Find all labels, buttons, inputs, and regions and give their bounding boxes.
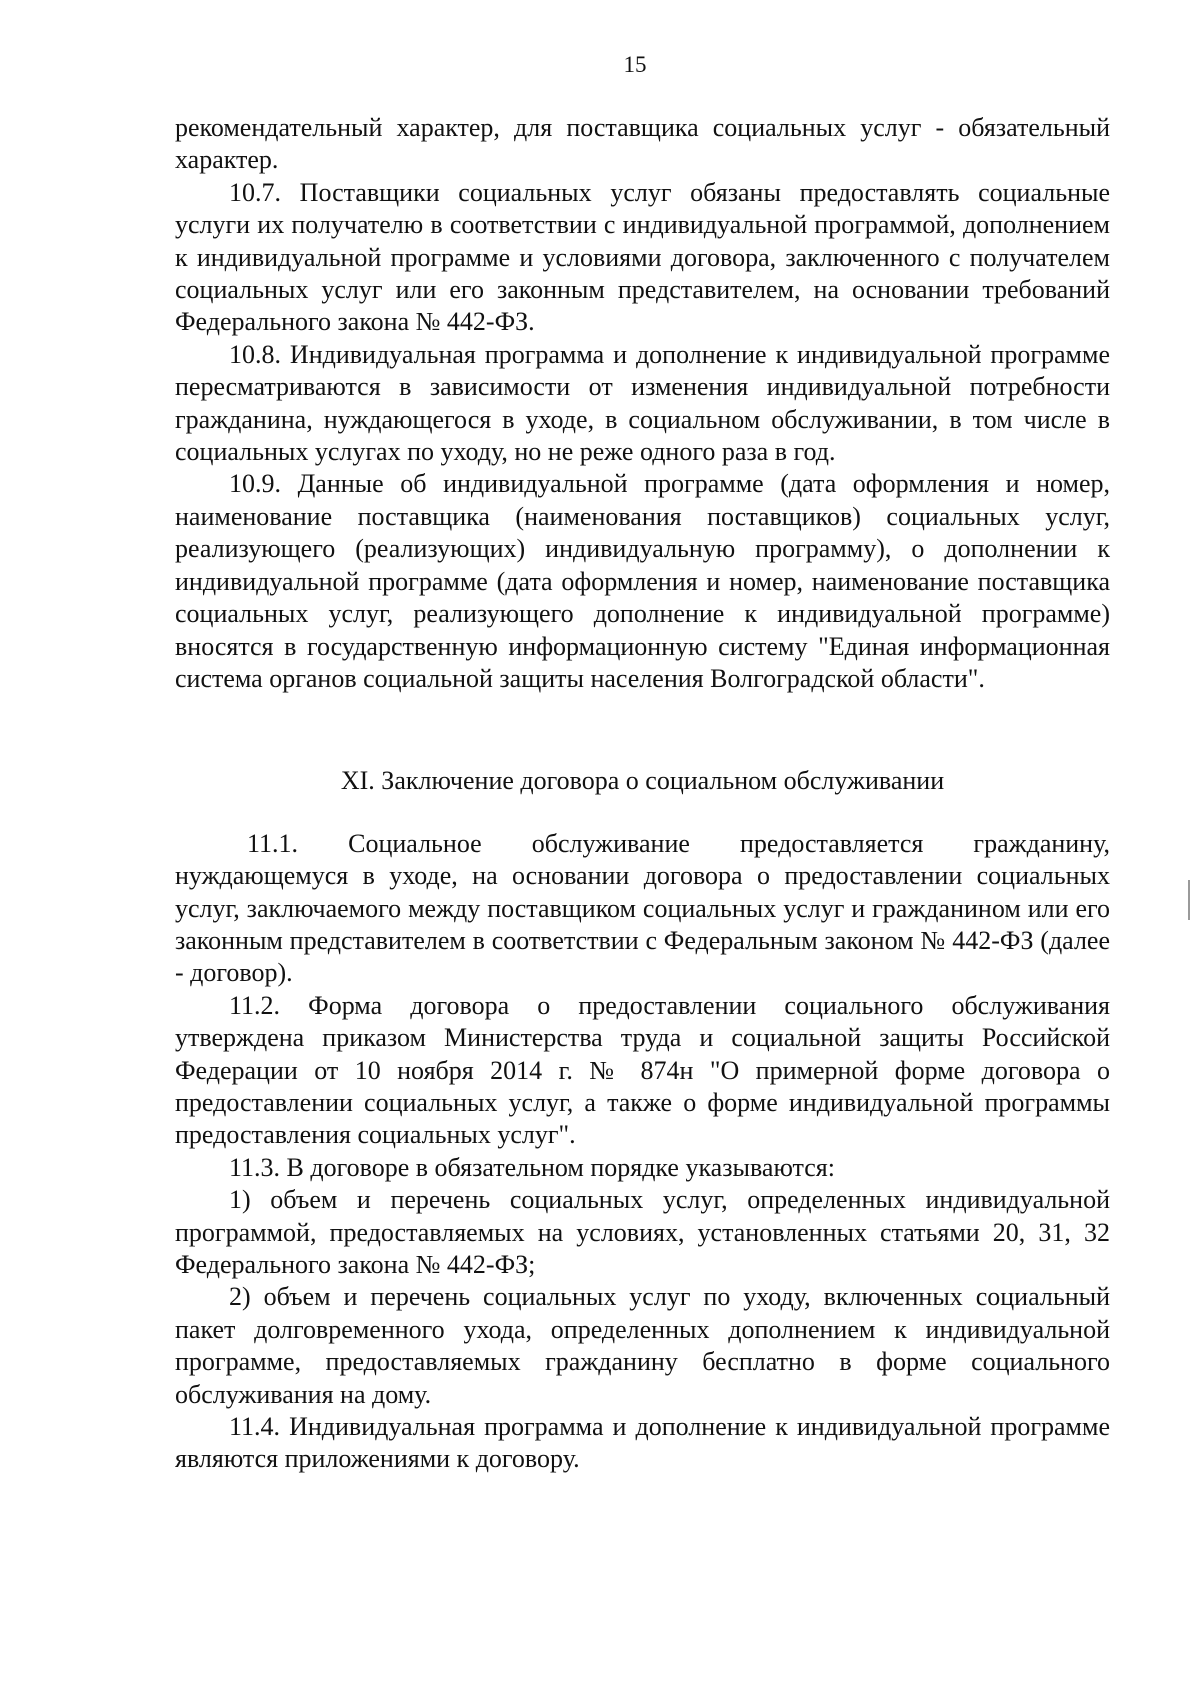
scan-edge-mark [1188,880,1190,920]
paragraph-10-7: 10.7. Поставщики социальных услуг обязаны предоставлять социальные услуги их получателю в соответствии с индивидуальной программой, дополнением к индивидуальной программе и условиями договора, заключенного с получателем социальных услуг или его законным представителем, на основании требований Федерального закона № 442-ФЗ. [175,177,1110,337]
paragraph-11-1: 11.1. Социальное обслуживание предоставляется гражданину, нуждающемуся в уходе, на основании договора о предоставлении социальных услуг, заключаемого между поставщиком социальных услуг и гражданином или его законным представителем в соответствии с Федеральным законом № 442-ФЗ (далее - договор). [175,828,1110,988]
paragraph-11-2: 11.2. Форма договора о предоставлении социального обслуживания утверждена приказом Министерства труда и социальной защиты Российской Федерации от 10 ноября 2014 г. № 874н "О примерной форме договора о предоставлении социальных услуг, а также о форме индивидуальной программы предоставления социальных услуг". [175,990,1110,1150]
document-body [175,112,1110,1476]
paragraph-11-3: 11.3. В договоре в обязательном порядке указываются: [229,1152,835,1182]
section-heading: XI. Заключение договора о социальном обслуживании [340,766,945,796]
paragraph-10-8: 10.8. Индивидуальная программа и дополнение к индивидуальной программе пересматриваются в зависимости от изменения индивидуальной потребности гражданина, нуждающегося в уходе, в социальном обслуживании, в том числе в социальных услугах по уходу, но не реже одного раза в год. [175,339,1110,467]
list-item-2: 2) объем и перечень социальных услуг по уходу, включенных социальный пакет долговременного ухода, определенных дополнением к индивидуальной программе, предоставляемых гражданину бесплатно в форме социального обслуживания на дому. [175,1282,1110,1409]
list-item-1: 1) объем и перечень социальных услуг, определенных индивидуальной программой, предоставляемых на условиях, установленных статьями 20, 31, 32 Федерального закона № 442-ФЗ; [175,1185,1110,1279]
paragraph-10-9: 10.9. Данные об индивидуальной программе (дата оформления и номер, наименование поставщика (наименования поставщиков) социальных услуг, реализующего (реализующих) индивидуальную программу), о дополнении к индивидуальной программе (дата оформления и номер, наименование поставщика социальных услуг, реализующего дополнение к индивидуальной программе) вносятся в государственную информационную систему "Единая информационная система органов социальной защиты населения Волгоградской области". [175,469,1110,693]
paragraph-continuation: рекомендательный характер, для поставщика социальных услуг - обязательный характер. [175,113,1110,175]
paragraph-11-4: 11.4. Индивидуальная программа и дополнение к индивидуальной программе являются приложениями к договору. [175,1412,1110,1474]
page-number: 15 [623,52,647,77]
